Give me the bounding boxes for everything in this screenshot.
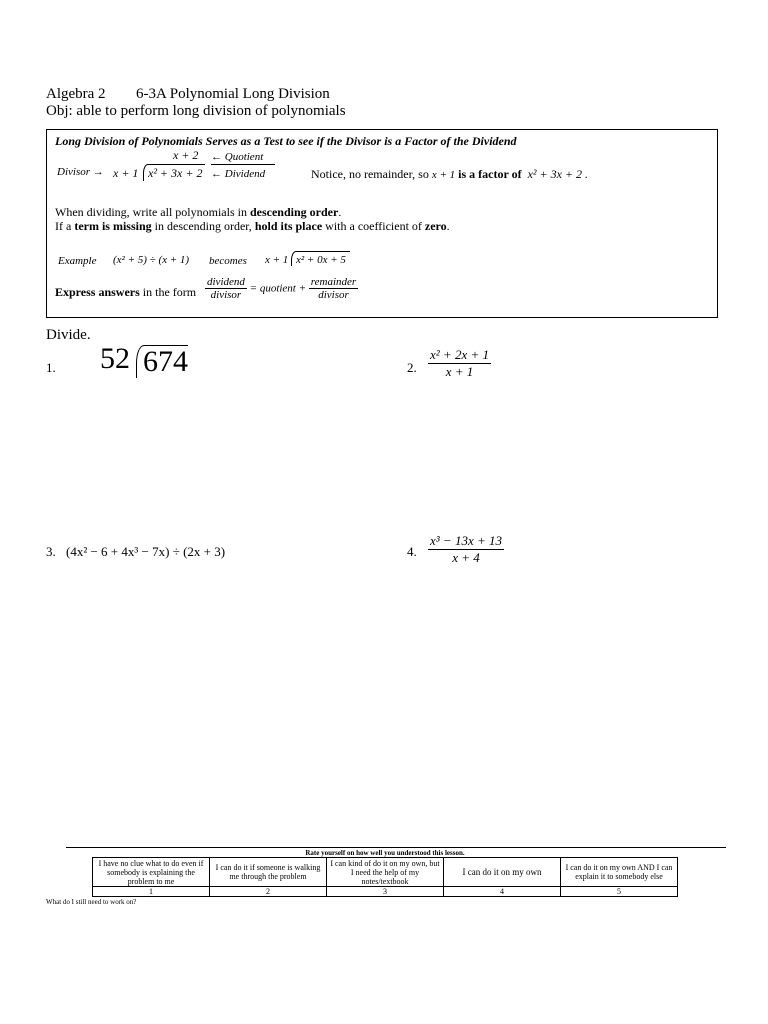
problem-1-number: 1.	[46, 360, 56, 375]
rule1-end: .	[338, 205, 342, 219]
rating-options-row	[93, 858, 678, 887]
quotient: x + 2	[173, 148, 199, 162]
problem-2-fraction	[428, 347, 491, 380]
worksheet-title: 6-3A Polynomial Long Division	[136, 86, 330, 102]
course-label: Algebra 2	[46, 86, 106, 102]
express-answers	[55, 285, 196, 300]
example-bracket	[291, 251, 350, 266]
rule2-c: in descending order,	[154, 219, 252, 233]
express-text: in the form	[142, 285, 197, 299]
rule2-b: term is missing	[74, 219, 152, 233]
rating-divider	[66, 847, 726, 848]
problem-4-denominator: x + 4	[452, 550, 480, 565]
rating-table	[92, 857, 678, 897]
rating-scores-row	[93, 887, 678, 897]
rating-score-3[interactable]: 3	[327, 887, 444, 897]
form-middle: = quotient +	[249, 282, 307, 295]
problem-4-number: 4.	[407, 544, 417, 559]
form-fraction-1	[205, 276, 247, 301]
notice-bold: is a factor of	[458, 167, 522, 181]
form-fraction-2	[309, 276, 358, 301]
followup-question: What do I still need to work on?	[46, 898, 137, 906]
answer-form	[205, 276, 358, 301]
form-divisor: divisor	[210, 289, 242, 301]
rule2-f: zero	[424, 219, 447, 233]
example-dividend: x² + 0x + 5	[296, 254, 346, 266]
problem-2-numerator: x² + 2x + 1	[430, 347, 489, 362]
rule2-e: with a coefficient of	[325, 219, 422, 233]
example-expression: (x² + 5) ÷ (x + 1)	[113, 254, 190, 266]
problem-3-number: 3.	[46, 544, 56, 559]
info-box	[46, 129, 718, 318]
problem-2-number: 2.	[407, 360, 417, 375]
rule1-bold: descending order	[249, 205, 339, 219]
divisor-label: Divisor →	[57, 166, 104, 178]
rule2-a: If a	[55, 219, 72, 233]
rating-option-2[interactable]: I can do it if someone is walking me through the problem	[210, 858, 327, 887]
rule2-d: hold its place	[254, 219, 323, 233]
notice-prefix: Notice, no remainder, so	[311, 167, 429, 181]
objective: Obj: able to perform long division of polynomials	[46, 103, 346, 119]
box-heading: Long Division of Polynomials Serves as a Test to see if the Divisor is a Factor of the Dividend	[55, 134, 517, 148]
express-bold: Express answers	[55, 285, 140, 299]
notice-divisor: x + 1	[431, 169, 456, 181]
example-divisor: x + 1	[265, 254, 289, 266]
rule2-g: .	[446, 219, 450, 233]
rating-score-1[interactable]: 1	[93, 887, 210, 897]
divisor: x + 1	[113, 166, 139, 180]
rating-score-2[interactable]: 2	[210, 887, 327, 897]
dividend-label: ← Dividend	[211, 168, 266, 180]
notice-text	[311, 167, 588, 182]
rating-title: Rate yourself on how well you understood this lesson.	[305, 849, 465, 857]
rule1-text: When dividing, write all polynomials in	[55, 205, 247, 219]
rule-missing-term	[55, 219, 450, 234]
rating-score-5[interactable]: 5	[561, 887, 678, 897]
becomes-label: becomes	[209, 255, 247, 267]
rating-option-4[interactable]: I can do it on my own	[444, 858, 561, 887]
rating-option-5[interactable]: I can do it on my own AND I can explain it to somebody else	[561, 858, 678, 887]
quotient-label: ← Quotient	[211, 151, 275, 165]
dividend: x² + 3x + 2	[148, 166, 203, 180]
notice-expression: x² + 3x + 2 .	[527, 167, 589, 181]
rule-descending-order	[55, 205, 341, 220]
problem-3-expression: (4x² − 6 + 4x³ − 7x) ÷ (2x + 3)	[66, 544, 226, 559]
problem-4-fraction	[428, 533, 504, 566]
form-dividend: dividend	[207, 276, 245, 288]
rating-score-4[interactable]: 4	[444, 887, 561, 897]
problem-1-bracket	[136, 345, 188, 378]
problem-1-divisor: 52	[100, 342, 130, 375]
division-bracket	[143, 164, 205, 181]
rating-option-3[interactable]: I can kind of do it on my own, but I need the help of my notes/textbook	[327, 858, 444, 887]
form-divisor-2: divisor	[318, 289, 349, 301]
form-remainder: remainder	[310, 276, 357, 288]
example-label: Example	[58, 255, 97, 267]
problem-4-numerator: x³ − 13x + 13	[430, 533, 502, 548]
problem-1-dividend: 674	[143, 345, 188, 378]
divide-label: Divide.	[46, 327, 91, 343]
problem-2-denominator: x + 1	[445, 364, 474, 379]
rating-option-1[interactable]: I have no clue what to do even if somebody is explaining the problem to me	[93, 858, 210, 887]
